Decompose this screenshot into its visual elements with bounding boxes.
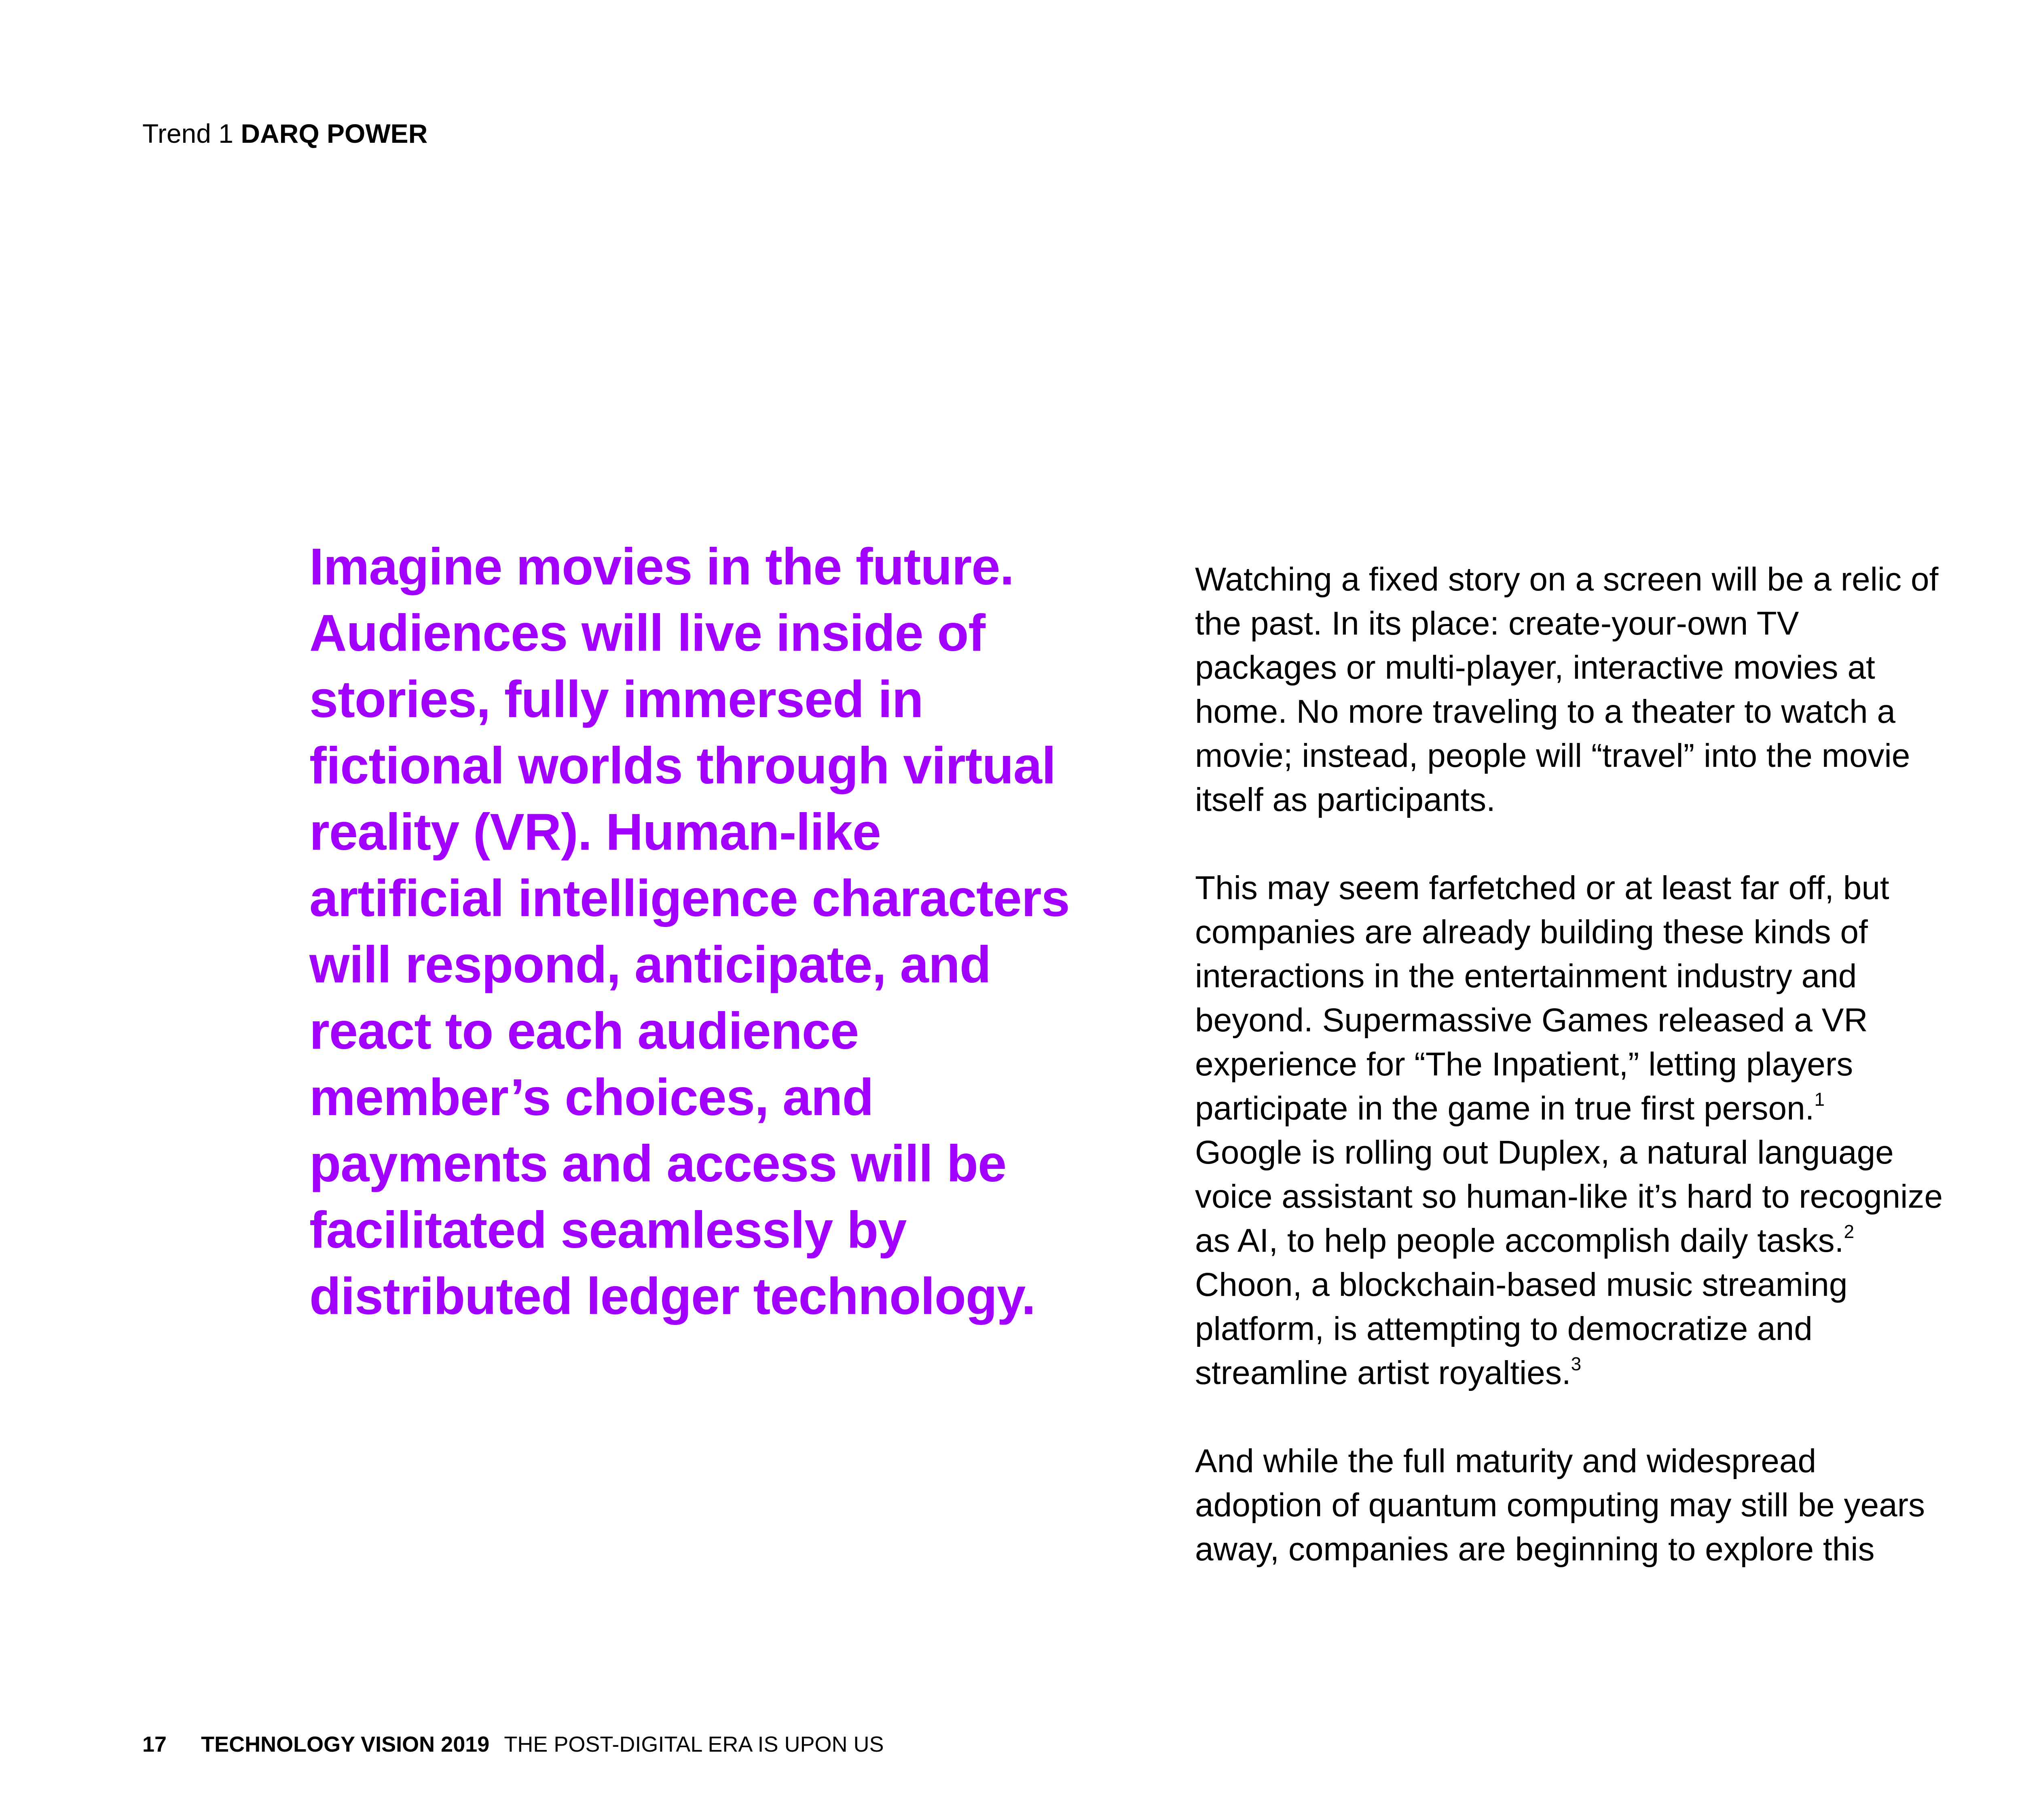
body-line-with-footnote: [1195, 1219, 2022, 1263]
pull-quote-line: reality (VR). Human-like: [309, 803, 881, 861]
body-column-middle: [1195, 557, 2022, 1571]
footnote-marker: 2: [1844, 1221, 1855, 1242]
pull-quote-line: facilitated seamlessly by: [309, 1201, 907, 1259]
pull-quote-line: payments and access will be: [309, 1135, 1007, 1193]
paragraph: [1195, 866, 2022, 1395]
body-line: away, companies are beginning to explore this: [1195, 1531, 1875, 1568]
pull-quote-line: artificial intelligence characters: [309, 870, 1070, 927]
body-line: movie; instead, people will “travel” into the movie: [1195, 737, 1910, 774]
footer-title: TECHNOLOGY VISION 2019: [201, 1732, 490, 1757]
paragraph: [1195, 557, 2022, 822]
body-line: home. No more traveling to a theater to watch a: [1195, 693, 1896, 730]
body-line-text: streamline artist royalties.: [1195, 1354, 1571, 1391]
body-line: voice assistant so human-like it’s hard to recognize: [1195, 1178, 1943, 1215]
body-line: Google is rolling out Duplex, a natural language: [1195, 1134, 1894, 1171]
pull-quote-line: stories, fully immersed in: [309, 671, 923, 728]
body-line-text: as AI, to help people accomplish daily tasks.: [1195, 1222, 1844, 1259]
page-footer: [142, 1730, 884, 1759]
pull-quote-line: distributed ledger technology.: [309, 1268, 1036, 1325]
body-line: interactions in the entertainment industry and: [1195, 958, 1857, 995]
body-line: platform, is attempting to democratize and: [1195, 1310, 1813, 1347]
trend-label: Trend 1: [142, 119, 234, 148]
pull-quote-line: Imagine movies in the future.: [309, 538, 1014, 596]
pull-quote-line: member’s choices, and: [309, 1069, 874, 1126]
body-line: packages or multi-player, interactive movies at: [1195, 649, 1875, 686]
body-line: adoption of quantum computing may still be years: [1195, 1487, 1925, 1524]
body-line: This may seem farfetched or at least far off, but: [1195, 870, 1889, 906]
body-line-text: participate in the game in true first person.: [1195, 1090, 1815, 1127]
pull-quote-line: will respond, anticipate, and: [309, 936, 991, 994]
body-line: Watching a fixed story on a screen will be a relic of: [1195, 561, 1939, 598]
footer-subtitle: THE POST-DIGITAL ERA IS UPON US: [504, 1732, 884, 1757]
pull-quote: [309, 534, 1159, 1330]
body-line: itself as participants.: [1195, 781, 1495, 818]
footnote-marker: 1: [1814, 1089, 1825, 1110]
body-line: And while the full maturity and widespread: [1195, 1443, 1817, 1479]
pull-quote-line: Audiences will live inside of: [309, 604, 985, 662]
paragraph: [1195, 1439, 2022, 1571]
trend-header: [142, 117, 427, 150]
page-number: 17: [142, 1732, 167, 1757]
body-line: the past. In its place: create-your-own TV: [1195, 605, 1799, 642]
footnote-marker: 3: [1571, 1353, 1582, 1374]
trend-name: DARQ POWER: [241, 119, 428, 148]
body-line: Choon, a blockchain-based music streaming: [1195, 1266, 1848, 1303]
body-line-with-footnote: [1195, 1086, 2022, 1130]
body-line: experience for “The Inpatient,” letting players: [1195, 1046, 1853, 1083]
pull-quote-line: fictional worlds through virtual: [309, 737, 1056, 795]
body-line-with-footnote: [1195, 1351, 2022, 1395]
body-line: beyond. Supermassive Games released a VR: [1195, 1002, 1868, 1039]
pull-quote-line: react to each audience: [309, 1002, 859, 1060]
body-line: companies are already building these kinds of: [1195, 914, 1868, 950]
